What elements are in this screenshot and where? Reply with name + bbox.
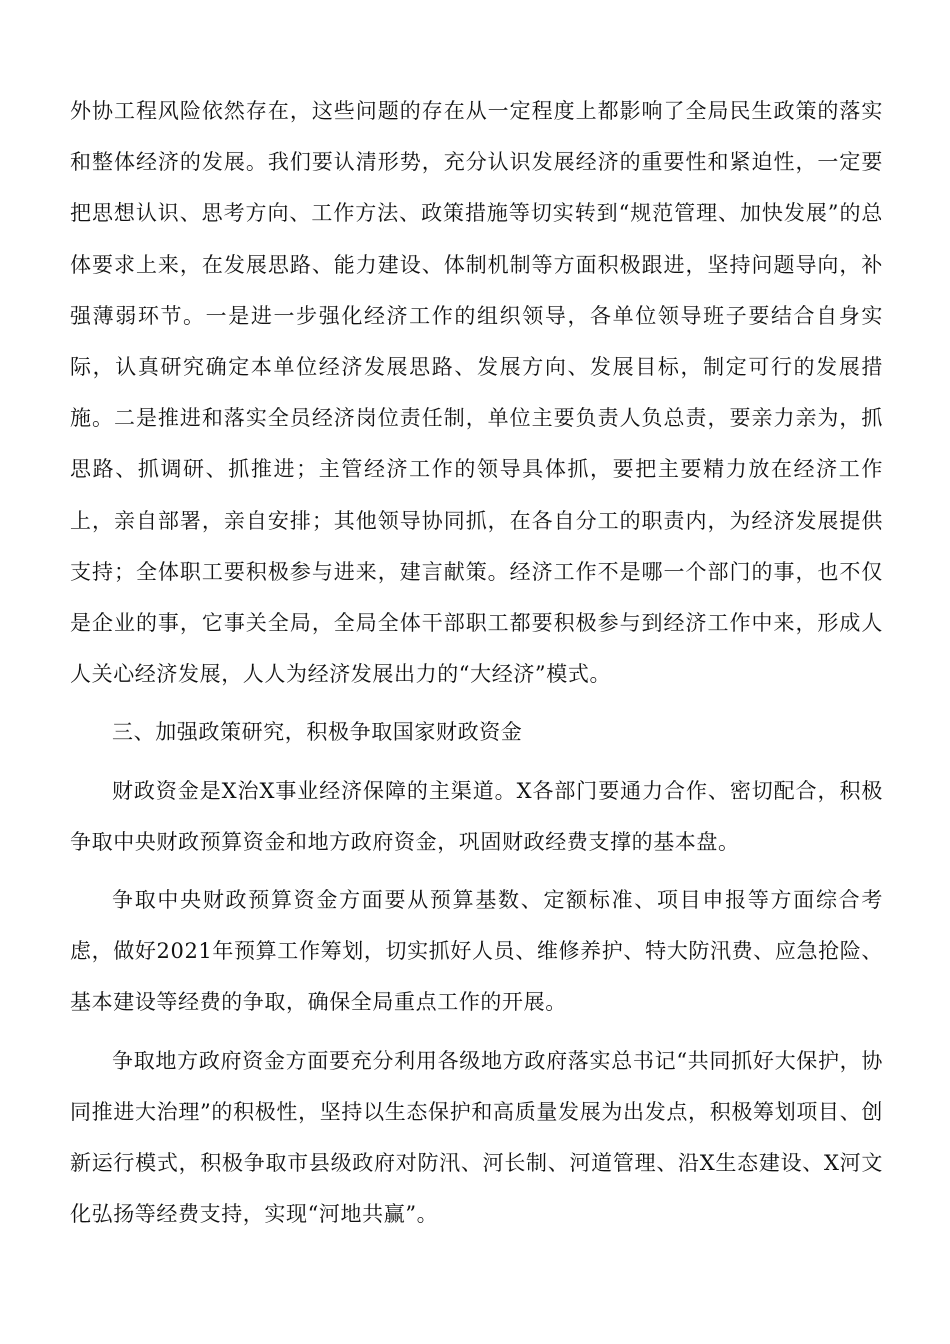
paragraph-continuation: 外协工程风险依然存在，这些问题的存在从一定程度上都影响了全局民生政策的落实和整体经济的发展。我们要认清形势，充分认识发展经济的重要性和紧迫性，一定要把思想认识、思考方向、工作方法、政策措施等切实转到“规范管理、加快发展”的总体要求上来，在发展思路、能力建设、体制机制等方面积极跟进，坚持问题导向，补强薄弱环节。一是进一步强化经济工作的组织领导，各单位领导班子要结合自身实际，认真研究确定本单位经济发展思路、发展方向、发展目标，制定可行的发展措施。二是推进和落实全员经济岗位责任制，单位主要负责人负总责，要亲力亲为，抓思路、抓调研、抓推进；主管经济工作的领导具体抓，要把主要精力放在经济工作上，亲自部署，亲自安排；其他领导协同抓，在各自分工的职责内，为经济发展提供支持；全体职工要积极参与进来，建言献策。经济工作不是哪一个部门的事，也不仅是企业的事，它事关全局，全局全体干部职工都要积极参与到经济工作中来，形成人人关心经济发展，人人为经济发展出力的“大经济”模式。: [70, 99, 883, 687]
paragraph-fiscal-funds: 财政资金是X治X事业经济保障的主渠道。X各部门要通力合作、密切配合，积极争取中央财政预算资金和地方政府资金，巩固财政经费支撑的基本盘。: [70, 778, 883, 854]
paragraph-central-budget: 争取中央财政预算资金方面要从预算基数、定额标准、项目申报等方面综合考虑，做好2021年预算工作筹划，切实抓好人员、维修养护、特大防汛费、应急抢险、基本建设等经费的争取，确保全局重点工作的开展。: [70, 888, 883, 1015]
paragraph-local-government: 争取地方政府资金方面要充分利用各级地方政府落实总书记“共同抓好大保护，协同推进大治理”的积极性，坚持以生态保护和高质量发展为出发点，积极筹划项目、创新运行模式，积极争取市县级政府对防汛、河长制、河道管理、沿X生态建设、X河文化弘扬等经费支持，实现“河地共赢”。: [70, 1048, 883, 1227]
section-heading: 三、加强政策研究，积极争取国家财政资金: [112, 720, 523, 745]
document-body: [70, 86, 883, 1240]
